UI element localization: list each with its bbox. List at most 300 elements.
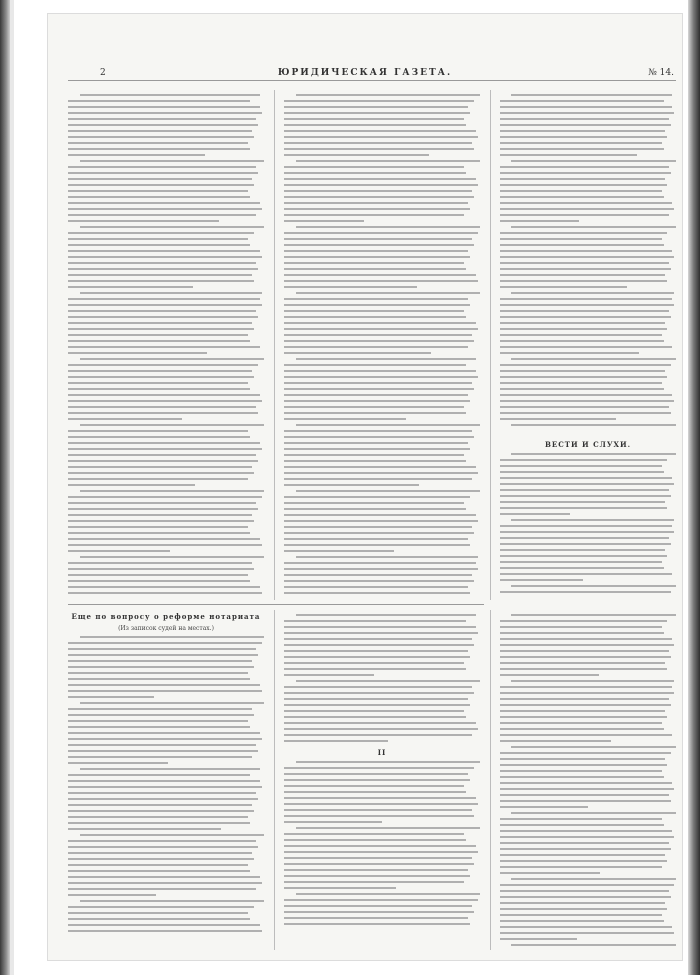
text-line [500, 525, 672, 527]
text-line [511, 226, 676, 228]
text-line [284, 466, 476, 468]
text-line [68, 520, 254, 522]
text-line [68, 340, 250, 342]
text-line [284, 268, 466, 270]
text-line [500, 142, 662, 144]
text-line [284, 280, 478, 282]
lower-left-column [68, 610, 264, 950]
text-line [500, 860, 667, 862]
text-line [500, 650, 669, 652]
text-line [500, 196, 664, 198]
text-line [284, 779, 470, 781]
text-line [500, 549, 665, 551]
text-line [68, 804, 252, 806]
text-line [68, 412, 258, 414]
text-line [511, 585, 676, 587]
text-line [284, 316, 466, 318]
text-line [500, 346, 672, 348]
text-line [500, 328, 667, 330]
text-line [284, 238, 472, 240]
text-line [68, 912, 248, 914]
text-line [500, 806, 588, 808]
text-line [296, 490, 480, 492]
text-line [68, 750, 258, 752]
column-divider [490, 90, 491, 600]
text-line [284, 154, 429, 156]
lower-center-column [284, 610, 480, 950]
text-line [68, 430, 248, 432]
text-line [500, 136, 667, 138]
text-line [68, 496, 262, 498]
text-line [500, 166, 669, 168]
text-line [284, 698, 468, 700]
text-line [68, 726, 250, 728]
text-line [500, 620, 667, 622]
text-line [284, 232, 478, 234]
text-line [296, 226, 480, 228]
text-line [500, 148, 664, 150]
text-line [296, 614, 476, 616]
text-line [68, 250, 260, 252]
text-line [284, 412, 466, 414]
text-line [500, 406, 669, 408]
text-line [68, 454, 256, 456]
text-line [284, 106, 468, 108]
text-line [500, 644, 674, 646]
text-line [68, 828, 221, 830]
text-line [500, 567, 664, 569]
text-line [284, 250, 468, 252]
upper-left-column [68, 90, 264, 600]
text-line [284, 710, 464, 712]
text-line [68, 550, 170, 552]
text-line [500, 626, 662, 628]
text-line [284, 722, 476, 724]
text-line [500, 298, 672, 300]
text-line [68, 864, 248, 866]
text-line [68, 322, 252, 324]
text-line [284, 460, 466, 462]
text-line [68, 924, 260, 926]
text-line [500, 704, 671, 706]
text-line [284, 334, 472, 336]
text-line [284, 809, 472, 811]
column-divider [274, 90, 275, 600]
text-line [284, 773, 468, 775]
text-line [500, 100, 664, 102]
text-line [500, 376, 667, 378]
text-line [68, 774, 250, 776]
text-line [68, 714, 254, 716]
text-line [296, 827, 480, 829]
text-line [284, 286, 417, 288]
text-line [500, 543, 671, 545]
text-line [500, 340, 664, 342]
newspaper-title: ЮРИДИЧЕСКАЯ ГАЗЕТА. [277, 68, 453, 78]
text-line [500, 124, 671, 126]
text-line [68, 310, 256, 312]
text-line [284, 478, 472, 480]
text-line [284, 650, 468, 652]
text-line [284, 656, 470, 658]
text-line [68, 672, 248, 674]
text-line [500, 382, 662, 384]
text-line [284, 430, 472, 432]
text-line [68, 816, 248, 818]
text-line [500, 531, 674, 533]
text-line [68, 448, 262, 450]
text-line [511, 292, 675, 294]
text-line [500, 573, 672, 575]
text-line [68, 798, 258, 800]
text-line [500, 322, 665, 324]
text-line [284, 484, 419, 486]
text-line [500, 722, 662, 724]
text-line [284, 394, 468, 396]
text-line [284, 899, 478, 901]
text-line [68, 184, 254, 186]
text-line [500, 932, 674, 934]
article-subtitle: (Из записок судей на местах.) [118, 625, 214, 632]
text-line [500, 938, 577, 940]
section-divider [68, 604, 484, 605]
text-line [68, 436, 250, 438]
text-line [296, 761, 480, 763]
text-line [284, 562, 476, 564]
text-line [68, 190, 248, 192]
text-line [68, 888, 256, 890]
text-line [296, 556, 478, 558]
text-line [68, 648, 256, 650]
text-line [500, 782, 672, 784]
text-line [284, 256, 470, 258]
text-line [284, 923, 470, 925]
text-line [284, 112, 470, 114]
text-line [284, 704, 470, 706]
text-line [500, 854, 665, 856]
text-line [500, 914, 662, 916]
text-line [500, 220, 579, 222]
text-line [500, 286, 627, 288]
text-line [500, 818, 662, 820]
text-line [500, 244, 664, 246]
text-line [68, 238, 248, 240]
text-line [80, 636, 264, 638]
text-line [284, 436, 474, 438]
article-title: Еще по вопросу о реформе нотариата [71, 612, 261, 621]
text-line [68, 876, 260, 878]
text-line [500, 280, 667, 282]
text-line [284, 638, 472, 640]
text-line [500, 579, 583, 581]
text-line [284, 496, 470, 498]
text-line [68, 286, 193, 288]
text-line [500, 561, 662, 563]
text-line [68, 840, 256, 842]
text-line [68, 514, 252, 516]
text-line [500, 489, 669, 491]
text-line [68, 442, 260, 444]
text-line [68, 708, 252, 710]
text-line [284, 568, 478, 570]
text-line [284, 626, 476, 628]
text-line [284, 526, 472, 528]
text-line [500, 477, 672, 479]
text-line [68, 124, 258, 126]
text-line [500, 848, 671, 850]
text-line [68, 274, 252, 276]
text-line [284, 352, 431, 354]
text-line [68, 364, 258, 366]
text-line [68, 220, 219, 222]
text-line [68, 810, 254, 812]
text-line [500, 106, 672, 108]
text-line [284, 322, 476, 324]
text-line [68, 732, 260, 734]
text-line [511, 424, 676, 426]
text-line [68, 262, 256, 264]
text-line [284, 538, 468, 540]
text-line [511, 680, 675, 682]
text-line [511, 160, 676, 162]
text-line [500, 483, 674, 485]
text-line [80, 900, 264, 902]
text-line [68, 720, 248, 722]
text-line [68, 388, 250, 390]
page-header [48, 14, 682, 78]
text-line [500, 656, 671, 658]
text-line [68, 684, 260, 686]
text-line [68, 762, 168, 764]
text-line [500, 842, 669, 844]
text-line [296, 292, 480, 294]
text-line [68, 574, 248, 576]
text-line [284, 418, 406, 420]
text-line [500, 118, 669, 120]
text-line [511, 746, 676, 748]
text-line [68, 400, 262, 402]
text-line [80, 160, 264, 162]
text-line [500, 836, 674, 838]
text-line [284, 728, 478, 730]
text-line [284, 644, 474, 646]
text-line [500, 872, 600, 874]
text-line [296, 424, 480, 426]
text-line [68, 472, 254, 474]
text-line [284, 674, 374, 676]
text-line [284, 791, 466, 793]
text-line [68, 906, 254, 908]
text-line [500, 513, 570, 515]
text-line [68, 280, 254, 282]
text-line [284, 917, 468, 919]
text-line [284, 124, 466, 126]
column-divider [490, 610, 491, 950]
text-line [284, 887, 396, 889]
text-line [68, 382, 248, 384]
text-line [80, 490, 264, 492]
text-line [68, 148, 250, 150]
text-line [511, 453, 676, 455]
text-line [296, 893, 480, 895]
page-number: 2 [100, 68, 106, 78]
text-line [500, 686, 672, 688]
text-line [80, 94, 260, 96]
text-line [284, 574, 472, 576]
text-line [68, 538, 260, 540]
text-line [500, 495, 671, 497]
text-line [284, 620, 466, 622]
text-line [500, 890, 669, 892]
scan-edge-right [688, 0, 700, 975]
text-line [284, 544, 470, 546]
text-line [500, 400, 674, 402]
text-line [500, 507, 667, 509]
text-line [284, 442, 468, 444]
text-line [500, 388, 664, 390]
text-line [284, 851, 478, 853]
text-line [296, 358, 476, 360]
text-line [511, 358, 676, 360]
text-line [500, 130, 665, 132]
text-line [284, 448, 470, 450]
text-line [500, 310, 669, 312]
text-line [68, 532, 250, 534]
newspaper-page [48, 14, 682, 960]
text-line [284, 172, 466, 174]
text-line [500, 334, 662, 336]
text-line [284, 220, 364, 222]
text-line [284, 142, 472, 144]
text-line [284, 632, 478, 634]
text-line [284, 815, 474, 817]
text-line [68, 660, 252, 662]
news-section-title: ВЕСТИ И СЛУХИ. [544, 440, 632, 449]
text-line [68, 780, 260, 782]
text-line [68, 568, 254, 570]
text-line [500, 710, 665, 712]
text-line [500, 412, 671, 414]
text-line [68, 466, 252, 468]
text-line [284, 514, 476, 516]
text-line [68, 232, 254, 234]
text-line [284, 857, 472, 859]
section-marker: II [377, 748, 387, 757]
text-line [284, 767, 474, 769]
lower-right-column [500, 610, 676, 950]
text-line [296, 160, 480, 162]
text-line [500, 555, 667, 557]
text-line [284, 508, 466, 510]
text-line [511, 614, 676, 616]
text-line [68, 822, 250, 824]
text-line [68, 154, 205, 156]
text-line [284, 550, 394, 552]
text-line [284, 340, 474, 342]
text-line [68, 484, 195, 486]
text-line [284, 382, 472, 384]
text-line [500, 370, 665, 372]
text-line [500, 926, 672, 928]
text-line [68, 508, 258, 510]
text-line [68, 394, 260, 396]
text-line [500, 758, 665, 760]
text-line [68, 696, 154, 698]
text-line [68, 562, 252, 564]
text-line [284, 196, 474, 198]
text-line [284, 692, 474, 694]
text-line [68, 100, 250, 102]
text-line [68, 136, 254, 138]
text-line [80, 768, 260, 770]
text-line [500, 465, 662, 467]
text-line [500, 770, 662, 772]
text-line [500, 728, 664, 730]
text-line [68, 268, 258, 270]
text-line [68, 738, 262, 740]
text-line [68, 334, 248, 336]
text-line [68, 142, 248, 144]
text-line [500, 794, 669, 796]
text-line [68, 304, 262, 306]
text-line [68, 786, 262, 788]
text-line [500, 459, 667, 461]
text-line [500, 920, 664, 922]
text-line [80, 424, 264, 426]
text-line [68, 690, 262, 692]
text-line [284, 686, 472, 688]
text-line [284, 803, 478, 805]
text-line [284, 136, 478, 138]
text-line [500, 662, 665, 664]
text-line [296, 680, 480, 682]
text-line [284, 100, 474, 102]
text-line [500, 501, 665, 503]
issue-number: № 14. [648, 68, 674, 78]
text-line [284, 178, 476, 180]
text-line [500, 250, 672, 252]
text-line [68, 858, 254, 860]
text-line [68, 642, 262, 644]
text-line [284, 716, 466, 718]
text-line [68, 178, 252, 180]
text-line [284, 202, 468, 204]
text-line [68, 526, 248, 528]
text-line [68, 792, 256, 794]
text-line [284, 118, 464, 120]
text-line [68, 846, 258, 848]
text-line [68, 208, 262, 210]
text-line [284, 911, 474, 913]
text-line [68, 894, 156, 896]
text-line [68, 654, 258, 656]
text-line [500, 674, 599, 676]
text-line [500, 304, 674, 306]
text-line [68, 580, 250, 582]
text-line [68, 882, 262, 884]
text-line [284, 821, 382, 823]
text-line [500, 268, 671, 270]
text-line [284, 869, 468, 871]
text-line [68, 214, 256, 216]
text-line [500, 824, 664, 826]
text-line [284, 376, 478, 378]
text-line [511, 519, 675, 521]
upper-right-column [500, 90, 676, 430]
text-line [500, 698, 669, 700]
text-line [500, 274, 665, 276]
text-line [284, 502, 464, 504]
